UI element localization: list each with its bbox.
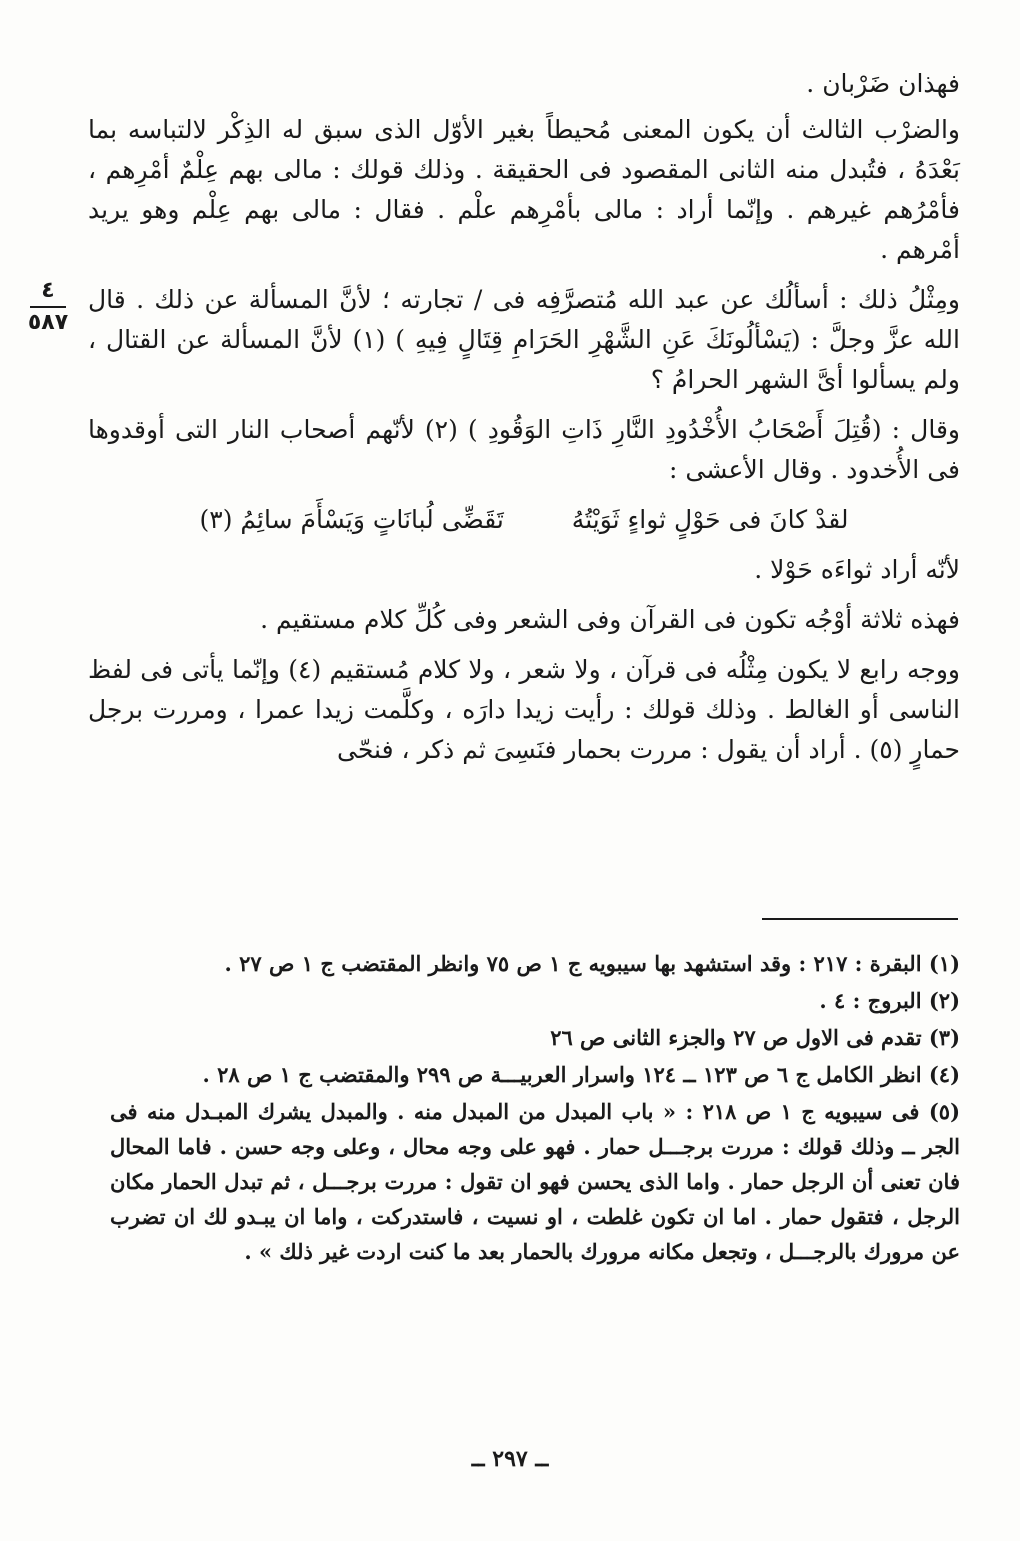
- footnote-1: (١) البقرة : ٢١٧ : وقد استشهد بها سيبويه ج ١ ص ٧٥ وانظر المقتضب ج ١ ص ٢٧ .: [224, 951, 960, 976]
- paragraph-5: لأنّه أراد ثواءَه حَوْلا .: [754, 555, 960, 584]
- margin-reference-rule: [30, 306, 66, 308]
- main-text: [88, 64, 960, 780]
- margin-reference-bottom: ٥٨٧: [27, 310, 69, 335]
- verse-hemistich-2: تَقَضِّى لُبانَاتٍ وَيَسْأَمَ سائِمُ (٣): [199, 505, 504, 534]
- paragraph-6: فهذه ثلاثة أوْجُه تكون فى القرآن وفى الشعر وفى كُلِّ كلام مستقيم .: [260, 605, 960, 634]
- paragraph-7: ووجه رابع لا يكون مِثْلُه فى قرآن ، ولا شعر ، ولا كلام مُستقيم (٤) وإنّما يأتى فى لفظ الناسى أو الغالط . وذلك قولك : رأيت زيدا دارَه ، وكلَّمت زيدا عمرا ، ومررت برجل حمارٍ (٥) . أراد أن يقول : مررت بحمار فنَسِىَ ثم ذكر ، فنحّى: [88, 655, 960, 764]
- paragraph-3: ومِثْلُ ذلك : أسألُك عن عبد الله مُتصرَّفِه فى / تجارته ؛ لأنَّ المسألة عن ذلك . قال الله عزَّ وجلَّ : (يَسْألُونَكَ عَنِ الشَّهْرِ الحَرَامِ قِتَالٍ فِيهِ ) (١) لأنَّ المسألة عن القتال ، ولم يسألوا أىَّ الشهر الحرامُ ؟: [88, 285, 960, 394]
- margin-reference: [22, 278, 74, 336]
- footnotes: [110, 946, 960, 1271]
- paragraph-4: وقال : (قُتِلَ أَصْحَابُ الأُخْدُودِ النَّارِ ذَاتِ الوَقُودِ ) (٢) لأنّهم أصحاب النار التى أوقدوها فى الأُخدود . وقال الأعشى :: [88, 415, 960, 484]
- paragraph-2: والضرْب الثالث أن يكون المعنى مُحيطاً بغير الأوّل الذى سبق له الذِكْر لالتباسه بما بَعْدَهُ ، فتُبدل منه الثانى المقصود فى الحقيقة . وذلك قولك : مالى بهم عِلْمٌ أمْرِهم ، فأمْرُهم غيرهم . وإنّما أراد : مالى بأمْرِهم علْم . فقال : مالى بهم عِلْم وهو يريد أمْرهم .: [88, 115, 961, 264]
- page-number: ــ ٢٩٧ ــ: [471, 1446, 549, 1472]
- verse-hemistich-1: لقدْ كانَ فى حَوْلٍ ثواءٍ ثَوَيْتُهُ: [571, 505, 849, 534]
- footnote-3: (٣) تقدم فى الاول ص ٢٧ والجزء الثانى ص ٢٦: [550, 1025, 960, 1050]
- footnote-5: (٥) فى سيبويه ج ١ ص ٢١٨ : « باب المبدل من المبدل منه . والمبدل يشرك المبـدل منه فى الجر ــ وذلك قولك : مررت برجـــل حمار . فهو على وجه محال ، وعلى وجه حسن . فاما المحال فان تعنى أن الرجل حمار . واما الذى يحسن فهو ان تقول : مررت برجـــل ، ثم تبدل الحمار مكان الرجل ، فتقول حمار . اما ان تكون غلطت ، او نسيت ، فاستدركت ، واما ان يبـدو لك ان تضرب عن مرورك بالرجـــل ، وتجعل مكانه مرورك بالحمار بعد ما كنت اردت غير ذلك » .: [110, 1099, 961, 1264]
- footnote-4: (٤) انظر الكامل ج ٦ ص ١٢٣ ــ ١٢٤ واسرار العربيـــة ص ٢٩٩ والمقتضب ج ١ ص ٢٨ .: [202, 1062, 960, 1087]
- footnote-2: (٢) البروج : ٤ .: [819, 988, 960, 1013]
- poetry-verse: [88, 500, 960, 540]
- paragraph-1: فهذان ضَرْبان .: [806, 69, 960, 98]
- margin-reference-top: ٤: [41, 278, 55, 303]
- footnote-separator: [762, 918, 958, 920]
